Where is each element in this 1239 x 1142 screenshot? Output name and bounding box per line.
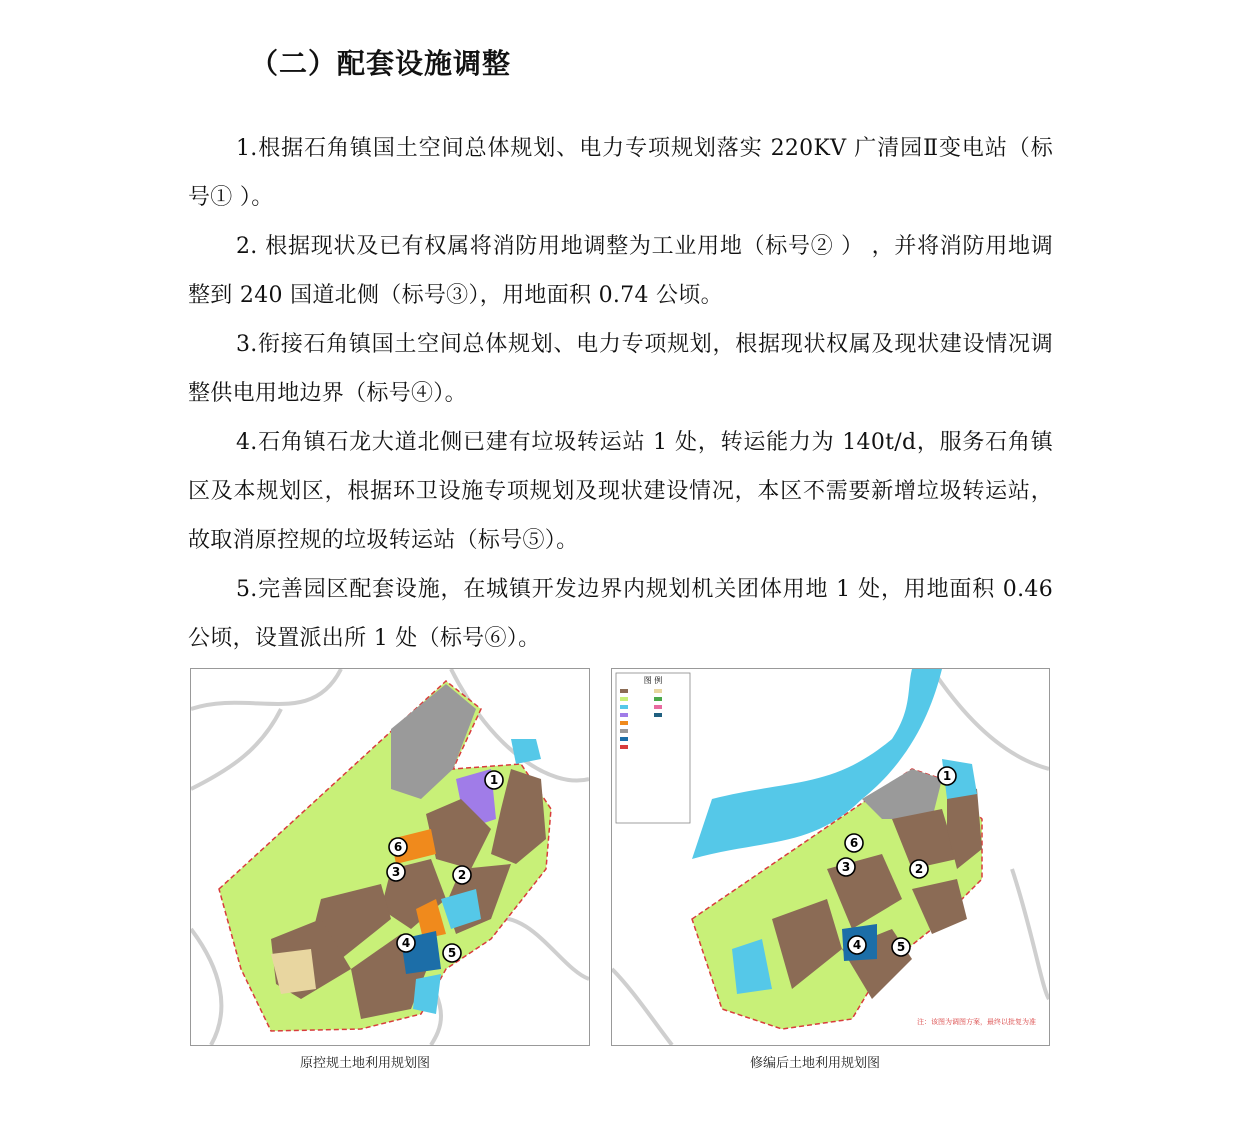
svg-text:3: 3 [391,865,401,879]
svg-text:3: 3 [841,860,851,874]
body-text [188,124,1053,663]
svg-text:2: 2 [914,862,924,876]
marker-4-right [848,936,866,954]
marker-5 [443,944,461,962]
svg-text:6: 6 [393,840,403,854]
marker-1 [485,771,503,789]
map-note: 注：该图为调图方案，最终以批复为准 [917,1018,1036,1026]
svg-text:1: 1 [942,769,952,783]
marker-2 [453,866,471,884]
original-map-drawing [191,669,589,1045]
legend-title: 图 例 [643,676,663,685]
svg-text:5: 5 [447,946,457,960]
svg-text:4: 4 [401,936,411,950]
marker-3 [387,863,405,881]
original-land-use-map [190,668,590,1046]
svg-text:5: 5 [896,940,906,954]
paragraph-1: 1.根据石角镇国土空间总体规划、电力专项规划落实 220KV 广清园Ⅱ变电站（标号① ）。 [188,136,1053,210]
section-heading: （二）配套设施调整 [250,47,512,80]
svg-text:2: 2 [457,868,467,882]
marker-2-right [910,860,928,878]
paragraph-5: 5.完善园区配套设施，在城镇开发边界内规划机关团体用地 1 处，用地面积 0.46 公顷，设置派出所 1 处（标号⑥）。 [188,577,1053,651]
right-figure-caption: 修编后土地利用规划图 [750,1056,881,1071]
revised-map-drawing [612,669,1049,1045]
marker-3-right [837,858,855,876]
svg-text:1: 1 [489,773,499,787]
paragraph-4: 4.石角镇石龙大道北侧已建有垃圾转运站 1 处，转运能力为 140t/d，服务石角镇区及本规划区，根据环卫设施专项规划及现状建设情况，本区不需要新增垃圾转运站，故取消原控规的垃圾转运站（标号⑤）。 [188,430,1053,553]
marker-1-right [938,767,956,785]
paragraph-3: 3.衔接石角镇国土空间总体规划、电力专项规划，根据现状权属及现状建设情况调整供电用地边界（标号④）。 [188,332,1053,406]
marker-5-right [892,938,910,956]
marker-6-right [845,834,863,852]
svg-text:4: 4 [852,938,862,952]
paragraph-2: 2. 根据现状及已有权属将消防用地调整为工业用地（标号② ） ，并将消防用地调整到 240 国道北侧（标号③），用地面积 0.74 公顷。 [188,234,1053,308]
marker-4 [397,934,415,952]
marker-6 [389,838,407,856]
revised-land-use-map [611,668,1050,1046]
svg-text:6: 6 [849,836,859,850]
left-figure-caption: 原控规土地利用规划图 [300,1056,431,1071]
